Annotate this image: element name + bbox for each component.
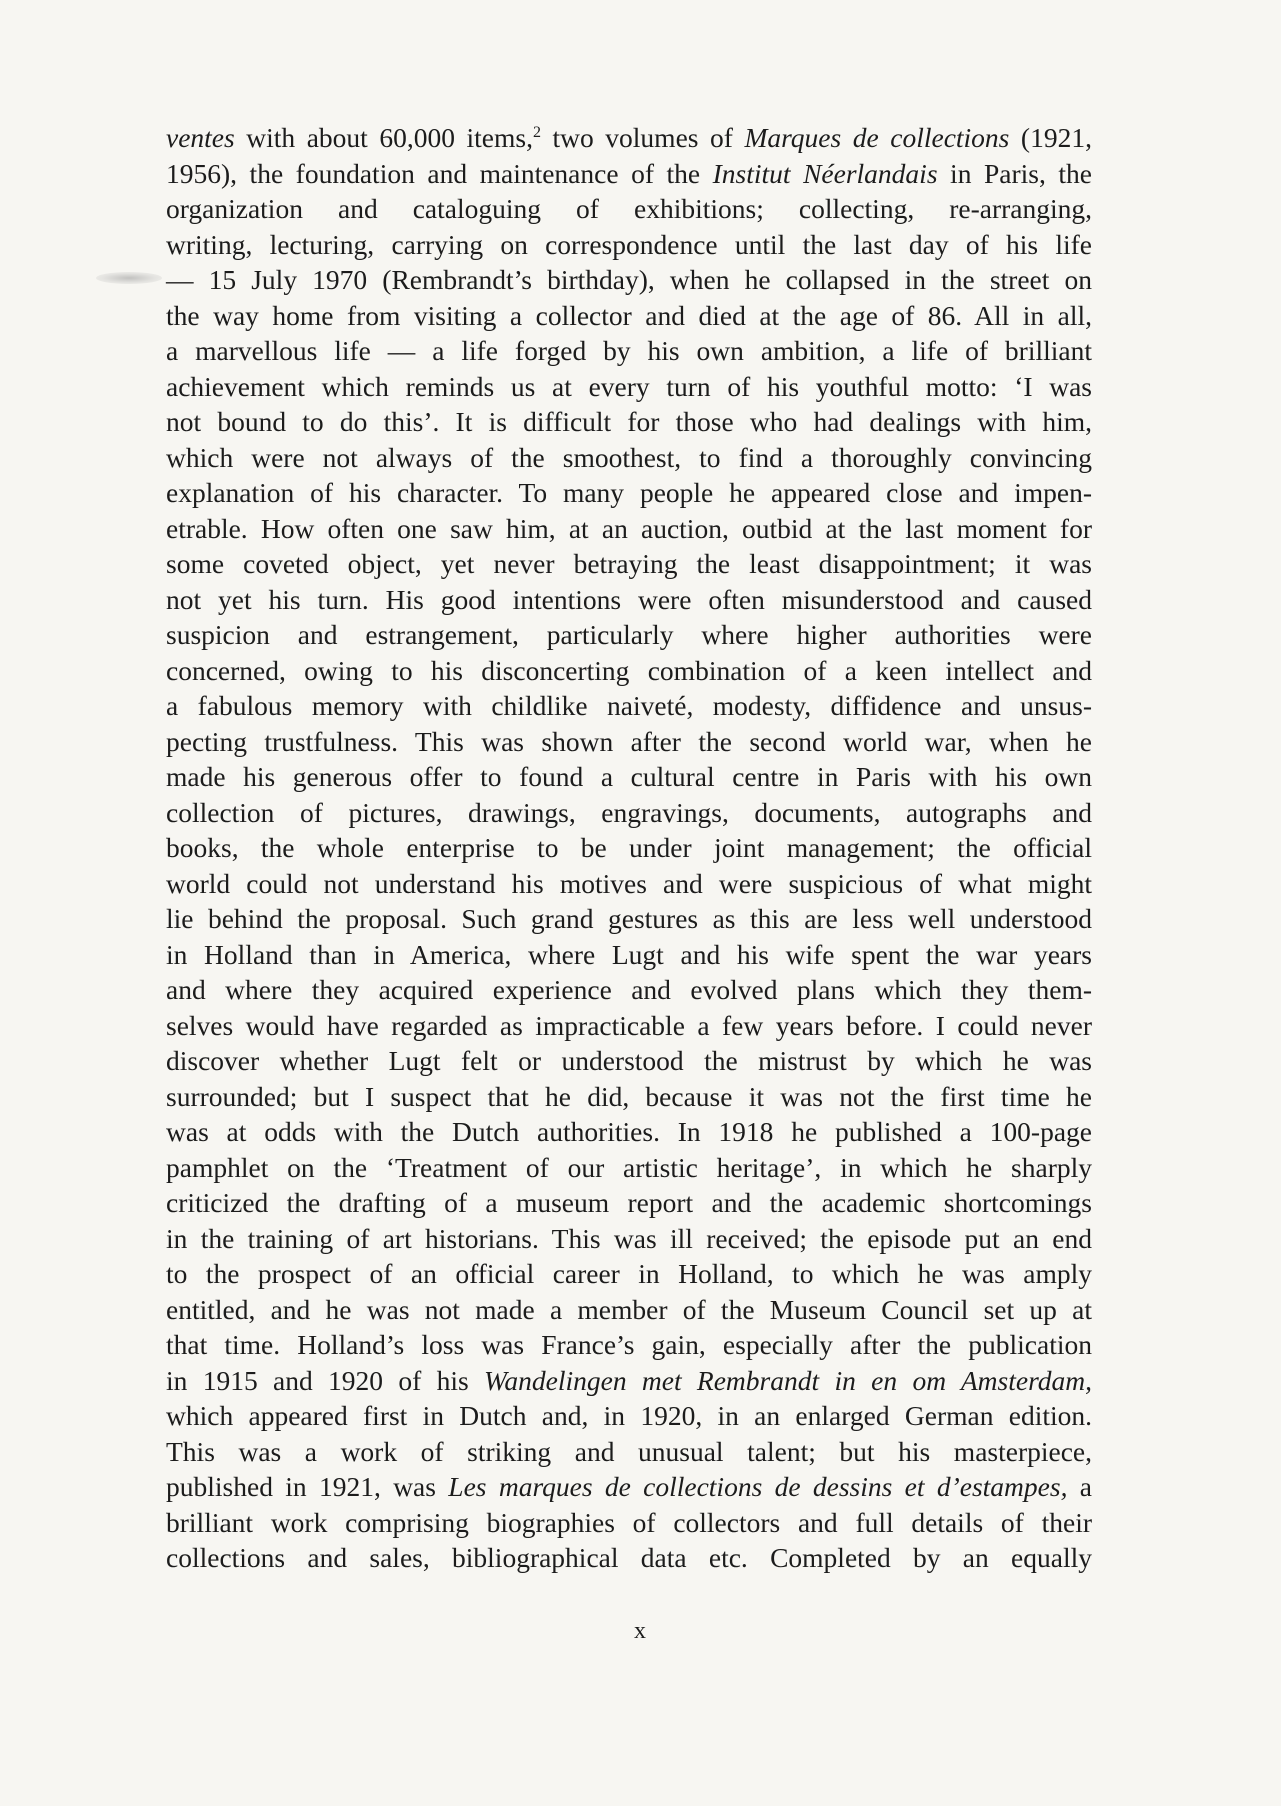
text-segment: some coveted object, yet never betraying the least disappointment; it was (166, 548, 1092, 579)
text-segment: — 15 July 1970 (Rembrandt’s birthday), when he collapsed in the street on (166, 264, 1092, 295)
text-segment: which were not always of the smoothest, to find a thoroughly convincing (166, 441, 1092, 473)
text-segment: concerned, owing to his disconcerting combination of a keen intellect and (166, 654, 1092, 686)
text-segment: organization and cataloguing of exhibitions; collecting, re-arranging, (166, 193, 1092, 224)
text-segment: with about 60,000 items, (234, 122, 533, 153)
text-segment: in Paris, the (937, 157, 1092, 189)
text-line (166, 404, 1092, 440)
text-segment: surrounded; but I suspect that he did, because it was not the first time he (166, 1080, 1092, 1112)
text-segment: published in 1921, was (166, 1471, 449, 1502)
text-segment: (1921, (1009, 122, 1092, 153)
text-line (166, 1292, 1092, 1328)
text-segment: made his generous offer to found a cultural centre in Paris with his own (166, 761, 1092, 792)
text-line (166, 1185, 1092, 1221)
text-line (166, 1505, 1092, 1541)
text-line (166, 120, 1092, 156)
italic-title: Les marques de collections de dessins et d’estampes, (448, 1471, 1068, 1502)
text-segment: two volumes of (540, 122, 745, 153)
text-line (166, 1363, 1092, 1399)
text-line (166, 830, 1092, 866)
text-segment: selves would have regarded as impracticable a few years before. I could never (166, 1009, 1092, 1041)
italic-title: Marques de collections (744, 122, 1010, 153)
text-segment: 1956), the foundation and maintenance of the (166, 157, 713, 189)
text-line (166, 298, 1092, 334)
text-line (166, 546, 1092, 582)
text-segment: a marvellous life — a life forged by his own ambition, a life of brilliant (166, 335, 1092, 366)
text-line (166, 1008, 1092, 1044)
text-line (166, 333, 1092, 369)
text-segment: in 1915 and 1920 of his (166, 1364, 485, 1396)
text-segment: suspicion and estrangement, particularly where higher authorities were (166, 619, 1092, 650)
text-segment: explanation of his character. To many people he appeared close and impen- (166, 477, 1092, 508)
text-segment: pamphlet on the ‘Treatment of our artistic heritage’, in which he sharply (166, 1151, 1092, 1183)
text-line (166, 653, 1092, 689)
text-segment: collections and sales, bibliographical data etc. Completed by an equally (166, 1542, 1092, 1573)
text-segment: books, the whole enterprise to be under joint management; the official (166, 832, 1092, 863)
text-line (166, 688, 1092, 724)
text-segment: entitled, and he was not made a member of the Museum Council set up at (166, 1293, 1092, 1325)
italic-title: Wandelingen met Rembrandt in en om Amsterdam, (484, 1364, 1092, 1396)
text-line (166, 582, 1092, 618)
text-line (166, 1540, 1092, 1576)
text-segment: and where they acquired experience and evolved plans which they them- (166, 974, 1092, 1005)
text-line (166, 440, 1092, 476)
text-line (166, 1256, 1092, 1292)
text-line (166, 972, 1092, 1008)
text-segment: world could not understand his motives and were suspicious of what might (166, 867, 1092, 899)
text-segment: the way home from visiting a collector and died at the age of 86. All in all, (166, 299, 1092, 331)
text-segment: a (1067, 1471, 1092, 1502)
text-segment: lie behind the proposal. Such grand gestures as this are less well understood (166, 903, 1092, 934)
text-segment: criticized the drafting of a museum report and the academic shortcomings (166, 1187, 1092, 1218)
text-line (166, 1079, 1092, 1115)
text-segment: in the training of art historians. This was ill received; the episode put an end (166, 1222, 1092, 1254)
page-number: x (634, 1618, 647, 1644)
text-segment: This was a work of striking and unusual talent; but his masterpiece, (166, 1435, 1092, 1467)
text-line (166, 1327, 1092, 1363)
text-line (166, 795, 1092, 831)
text-line (166, 617, 1092, 653)
text-line (166, 724, 1092, 760)
text-line (166, 901, 1092, 937)
text-line (166, 369, 1092, 405)
text-segment: to the prospect of an official career in Holland, to which he was amply (166, 1258, 1092, 1289)
italic-title: ventes (166, 122, 235, 153)
text-line (166, 1043, 1092, 1079)
text-segment: brilliant work comprising biographies of collectors and full details of their (166, 1506, 1092, 1538)
text-line (166, 156, 1092, 192)
text-line (166, 1398, 1092, 1434)
text-line (166, 937, 1092, 973)
text-line (166, 227, 1092, 263)
text-line (166, 1114, 1092, 1150)
text-line (166, 262, 1092, 298)
text-segment: not bound to do this’. It is difficult for those who had dealings with him, (166, 406, 1092, 437)
text-segment: achievement which reminds us at every turn of his youthful motto: ‘I was (166, 370, 1092, 402)
text-line (166, 1469, 1092, 1505)
text-segment: in Holland than in America, where Lugt and his wife spent the war years (166, 938, 1092, 970)
text-segment: pecting trustfulness. This was shown after the second world war, when he (166, 725, 1092, 757)
text-line (166, 511, 1092, 547)
text-segment: which appeared first in Dutch and, in 1920, in an enlarged German edition. (166, 1400, 1092, 1431)
text-segment: discover whether Lugt felt or understood the mistrust by which he was (166, 1045, 1092, 1076)
text-line (166, 191, 1092, 227)
text-line (166, 1434, 1092, 1470)
text-segment: collection of pictures, drawings, engravings, documents, autographs and (166, 796, 1092, 828)
text-line (166, 1150, 1092, 1186)
text-segment: not yet his turn. His good intentions were often misunderstood and caused (166, 583, 1092, 615)
margin-smudge (96, 272, 162, 284)
text-segment: writing, lecturing, carrying on correspondence until the last day of his life (166, 228, 1092, 260)
text-segment: etrable. How often one saw him, at an auction, outbid at the last moment for (166, 512, 1092, 544)
text-line (166, 1221, 1092, 1257)
text-line (166, 759, 1092, 795)
body-text (166, 120, 1092, 1576)
text-line (166, 475, 1092, 511)
text-line (166, 866, 1092, 902)
text-segment: was at odds with the Dutch authorities. In 1918 he published a 100-page (166, 1116, 1092, 1147)
italic-title: Institut Néerlandais (712, 157, 938, 189)
footnote-ref: 2 (532, 124, 541, 141)
text-segment: that time. Holland’s loss was France’s gain, especially after the publication (166, 1329, 1092, 1360)
text-segment: a fabulous memory with childlike naiveté, modesty, diffidence and unsus- (166, 690, 1092, 721)
